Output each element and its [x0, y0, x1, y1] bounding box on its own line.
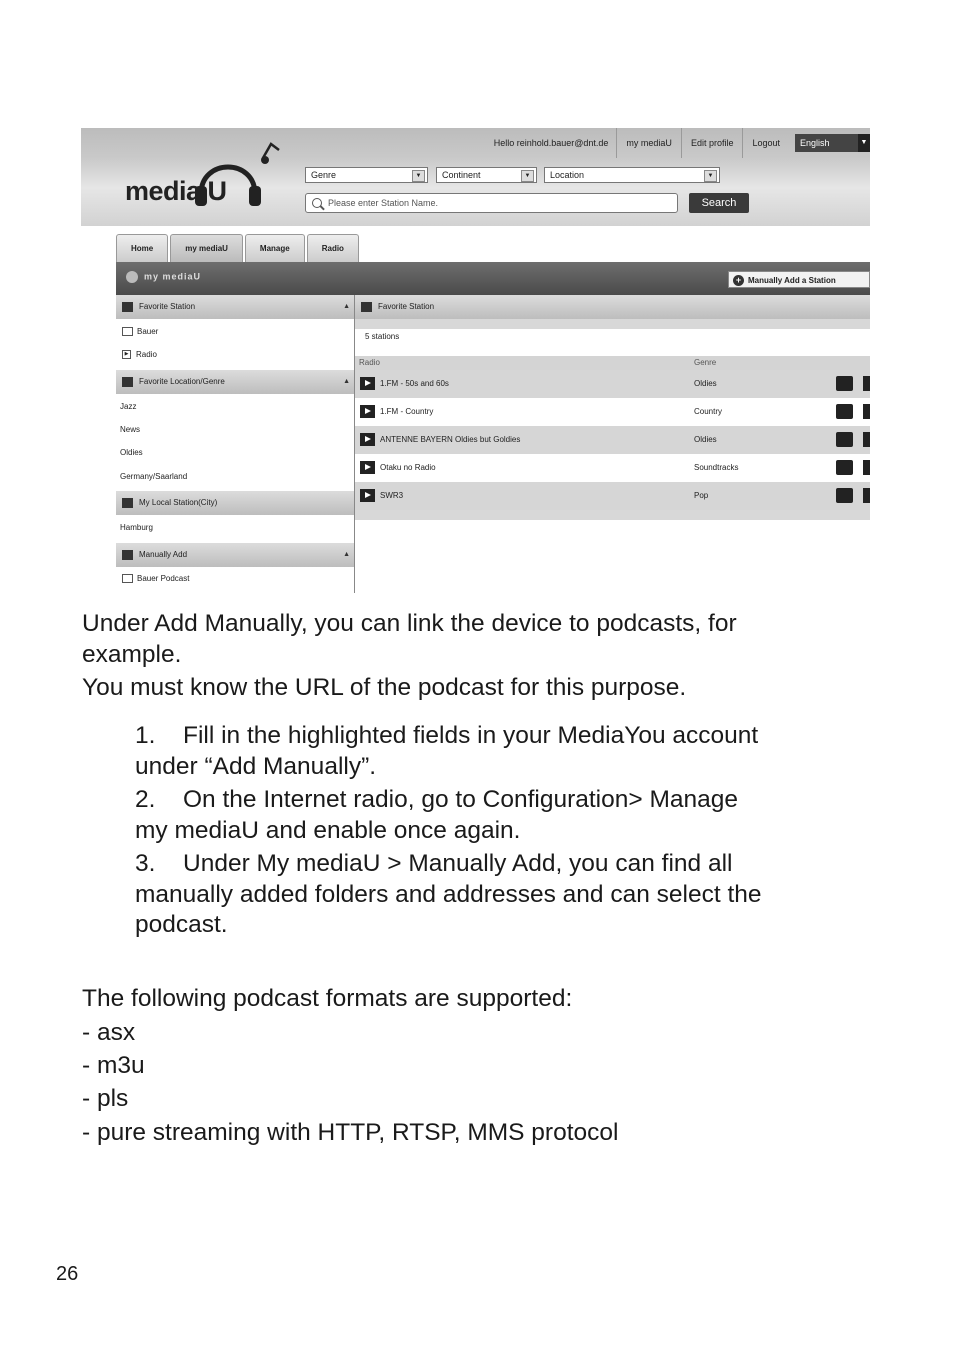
step-text: Under My mediaU > Manually Add, you can find all [183, 850, 733, 877]
chevron-down-icon: ▼ [412, 170, 425, 182]
step-number: 3. [135, 850, 156, 877]
format-item: - asx [82, 1019, 136, 1046]
intro-line-2: example. [82, 641, 182, 668]
genre-select[interactable] [305, 167, 428, 183]
chevron-down-icon: ▼ [858, 134, 870, 152]
station-name: Otaku no Radio [380, 463, 436, 472]
sidebar-item-radio[interactable] [122, 350, 157, 359]
sidebar-item-jazz[interactable]: Jazz [120, 402, 137, 411]
nav-tabs [116, 233, 361, 262]
add-station-button[interactable] [728, 271, 870, 288]
sidebar-item-bauer-podcast[interactable] [122, 574, 189, 583]
delete-icon[interactable] [863, 432, 870, 447]
sidebar-item-oldies[interactable]: Oldies [120, 448, 143, 457]
play-icon[interactable] [360, 489, 375, 502]
play-icon[interactable] [360, 461, 375, 474]
column-radio: Radio [359, 358, 380, 367]
sidebar-header-favorite-station[interactable] [116, 295, 354, 319]
location-icon [122, 498, 133, 508]
step-text: under “Add Manually”. [135, 752, 377, 780]
collapse-icon[interactable]: ▲ [343, 378, 350, 385]
table-row[interactable] [355, 482, 870, 510]
mediau-screenshot [81, 128, 870, 593]
folder-icon [361, 302, 372, 312]
add-station-label: Manually Add a Station [748, 276, 836, 285]
delete-icon[interactable] [863, 488, 870, 503]
page-number: 26 [56, 1263, 79, 1285]
column-genre: Genre [694, 358, 717, 367]
chevron-down-icon: ▼ [704, 170, 717, 182]
site-header [81, 128, 870, 226]
station-genre: Oldies [694, 379, 717, 388]
sidebar-header-local-station[interactable] [116, 491, 354, 515]
continent-select[interactable] [436, 167, 537, 183]
link-logout[interactable]: Logout [742, 128, 789, 158]
intro-line-1: Under Add Manually, you can link the device to podcasts, for [82, 610, 737, 637]
sidebar-item-label: Bauer [137, 327, 159, 336]
play-icon: ▶ [122, 350, 131, 359]
sidebar-item-news[interactable]: News [120, 425, 141, 434]
station-genre: Country [694, 407, 723, 416]
step-3 [135, 849, 895, 941]
edit-icon[interactable] [836, 376, 853, 391]
station-name: SWR3 [380, 491, 404, 500]
format-item: - pure streaming with HTTP, RTSP, MMS protocol [82, 1119, 619, 1146]
table-row[interactable] [355, 454, 870, 482]
delete-icon[interactable] [863, 376, 870, 391]
link-my-mediau[interactable]: my mediaU [616, 128, 681, 158]
step-1 [135, 721, 895, 782]
edit-icon[interactable] [836, 432, 853, 447]
step-2 [135, 785, 895, 846]
favorites-header [355, 295, 870, 319]
station-genre: Soundtracks [694, 463, 739, 472]
divider [355, 510, 870, 520]
station-name: 1.FM - Country [380, 407, 434, 416]
search-icon [312, 198, 322, 208]
tab-my-mediau[interactable]: my mediaU [170, 234, 243, 262]
link-edit-profile[interactable]: Edit profile [681, 128, 743, 158]
folder-icon [122, 327, 133, 336]
sidebar-header-label: Favorite Station [139, 302, 196, 311]
edit-icon[interactable] [836, 404, 853, 419]
play-icon[interactable] [360, 405, 375, 418]
play-icon[interactable] [360, 433, 375, 446]
disc-icon [126, 271, 138, 283]
logo-text: media U [125, 176, 227, 206]
station-genre: Pop [694, 491, 709, 500]
tab-home[interactable]: Home [116, 234, 168, 262]
step-number: 2. [135, 786, 156, 813]
favorites-title: Favorite Station [378, 302, 435, 311]
play-icon[interactable] [360, 377, 375, 390]
folder-icon [122, 574, 133, 583]
station-name: 1.FM - 50s and 60s [380, 379, 449, 388]
section-title-text: my mediaU [144, 271, 202, 282]
sidebar-item-hamburg[interactable]: Hamburg [120, 523, 153, 532]
step-number: 1. [135, 722, 156, 749]
location-select[interactable] [544, 167, 720, 183]
collapse-icon[interactable]: ▲ [343, 303, 350, 310]
tab-radio[interactable]: Radio [307, 234, 359, 262]
format-item: - pls [82, 1085, 129, 1112]
format-item: - m3u [82, 1052, 145, 1079]
collapse-icon[interactable]: ▲ [343, 551, 350, 558]
sidebar-header-label: Manually Add [139, 550, 188, 559]
mediau-logo [123, 136, 293, 216]
sidebar-header-label: Favorite Location/Genre [139, 377, 225, 386]
sidebar-item-bauer[interactable] [122, 327, 158, 336]
language-select[interactable] [795, 134, 870, 152]
section-title [126, 271, 201, 283]
edit-icon[interactable] [836, 460, 853, 475]
station-name: ANTENNE BAYERN Oldies but Goldies [380, 435, 521, 444]
divider [355, 319, 870, 329]
sidebar-header-favorite-location[interactable] [116, 370, 354, 394]
table-row[interactable] [355, 398, 870, 426]
chevron-down-icon: ▼ [521, 170, 534, 182]
plus-icon: + [733, 275, 744, 286]
sidebar-item-label: Bauer Podcast [137, 574, 190, 583]
folder-icon [122, 302, 133, 312]
greeting: Hello reinhold.bauer@dnt.de [493, 138, 609, 148]
sidebar-header-label: My Local Station(City) [139, 498, 218, 507]
favorites-panel [355, 295, 870, 593]
language-value: English [800, 138, 830, 148]
sidebar [116, 295, 355, 593]
sidebar-item-germany-saarland[interactable]: Germany/Saarland [120, 472, 188, 481]
step-text: podcast. [135, 911, 228, 938]
station-genre: Oldies [694, 435, 717, 444]
search-placeholder: Please enter Station Name. [328, 198, 439, 208]
intro-line-3: You must know the URL of the podcast for this purpose. [82, 674, 687, 701]
station-search-input[interactable] [305, 193, 678, 213]
table-row[interactable] [355, 426, 870, 454]
manual-add-icon [122, 550, 133, 560]
sidebar-item-label: Radio [136, 350, 157, 359]
delete-icon[interactable] [863, 404, 870, 419]
tab-manage[interactable]: Manage [245, 234, 305, 262]
station-count: 5 stations [365, 332, 400, 341]
table-row[interactable] [355, 370, 870, 398]
top-bar [485, 128, 870, 158]
location-select-value: Location [550, 170, 585, 180]
delete-icon[interactable] [863, 460, 870, 475]
search-button[interactable]: Search [689, 193, 749, 213]
globe-icon [122, 377, 133, 387]
sidebar-header-manually-add[interactable] [116, 543, 354, 567]
genre-select-value: Genre [311, 170, 337, 180]
step-text: manually added folders and addresses and can select the [135, 880, 762, 908]
table-header [355, 356, 870, 370]
continent-select-value: Continent [442, 170, 481, 180]
section-bar [116, 262, 870, 295]
edit-icon[interactable] [836, 488, 853, 503]
step-text: Fill in the highlighted fields in your MediaYou account [183, 722, 759, 749]
step-text: On the Internet radio, go to Configuration> Manage [183, 786, 739, 813]
step-text: my mediaU and enable once again. [135, 816, 521, 844]
formats-intro: The following podcast formats are supported: [82, 985, 573, 1012]
